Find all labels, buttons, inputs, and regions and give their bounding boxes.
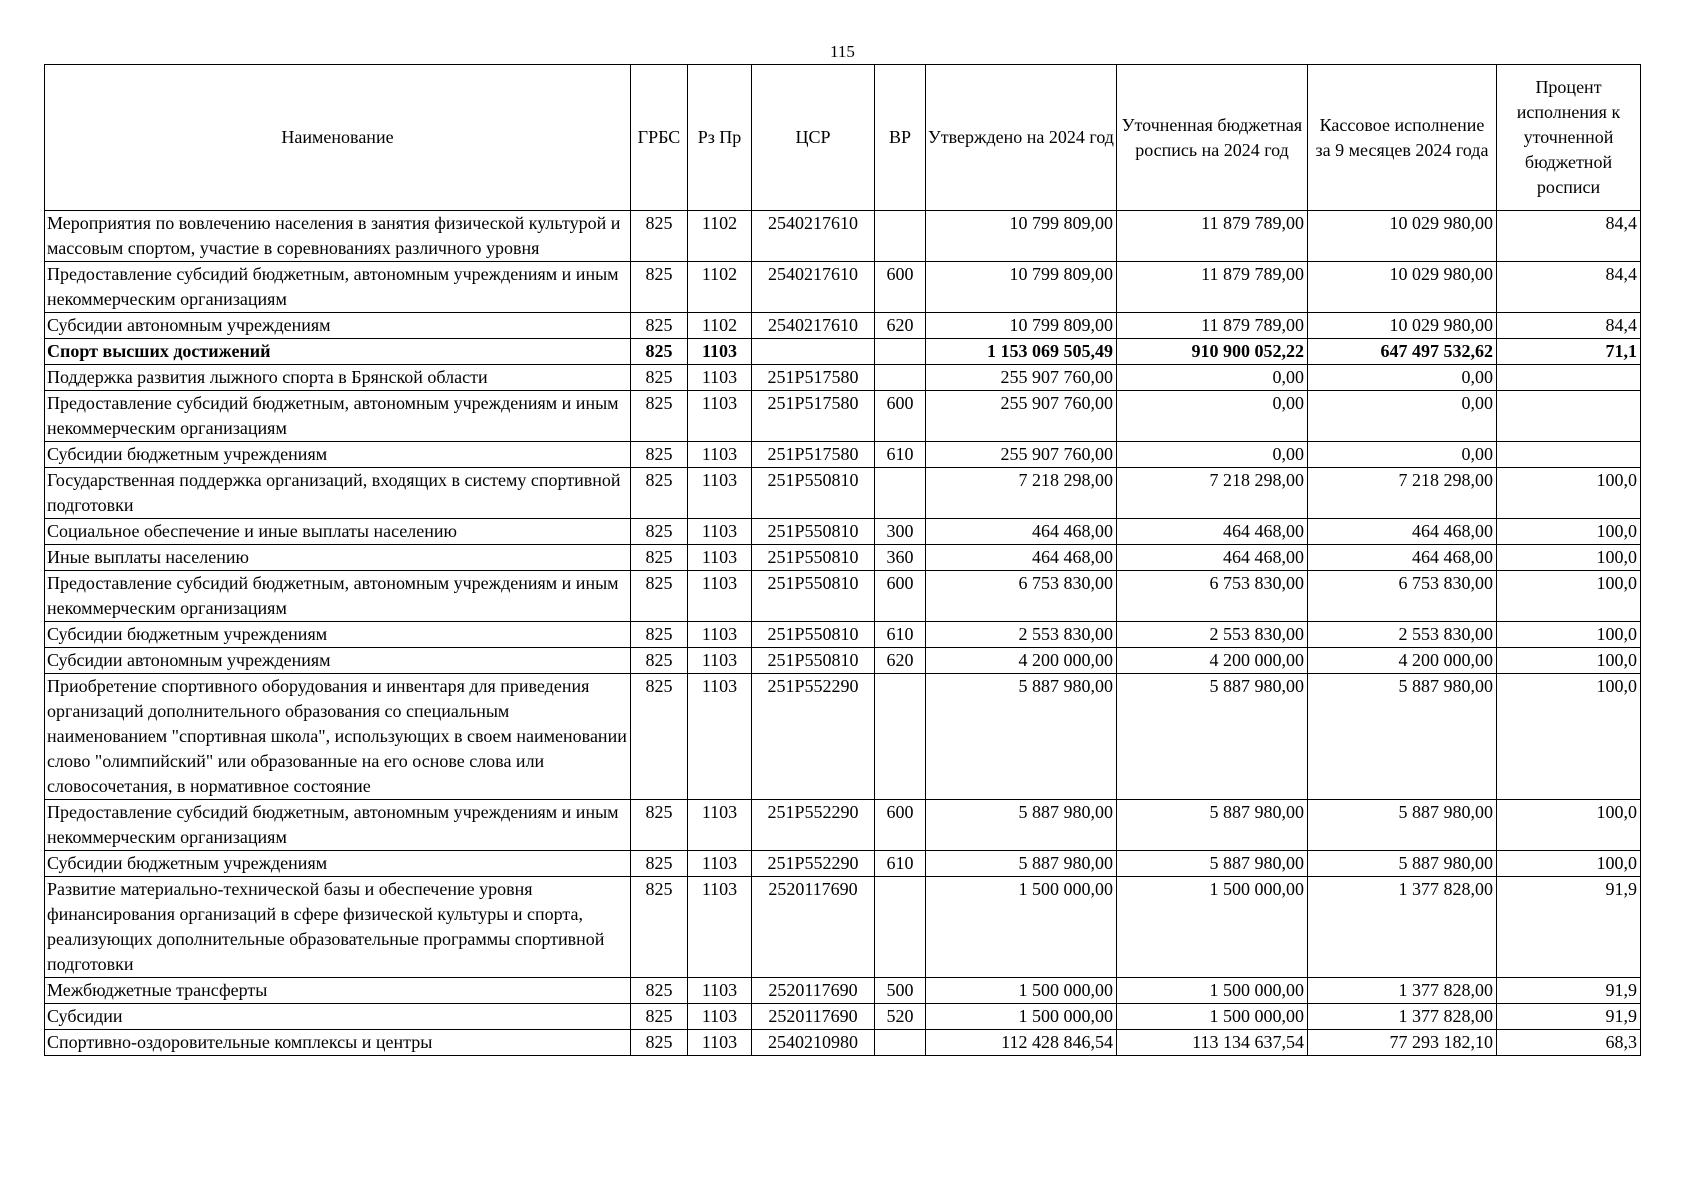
cell-grbs: 825 (631, 648, 688, 674)
cell-percent: 100,0 (1497, 648, 1641, 674)
cell-cash: 1 377 828,00 (1308, 978, 1497, 1004)
cell-name: Предоставление субсидий бюджетным, автономным учреждениям и иным некоммерческим организациям (45, 800, 631, 851)
cell-cash: 7 218 298,00 (1308, 468, 1497, 519)
cell-percent: 84,4 (1497, 262, 1641, 313)
cell-rz-pr: 1103 (688, 519, 752, 545)
cell-percent: 84,4 (1497, 313, 1641, 339)
cell-csr: 251P550810 (752, 545, 875, 571)
cell-approved: 1 500 000,00 (926, 877, 1117, 978)
cell-cash: 6 753 830,00 (1308, 571, 1497, 622)
cell-percent: 100,0 (1497, 545, 1641, 571)
table-row (45, 442, 1641, 468)
cell-rz-pr: 1103 (688, 877, 752, 978)
cell-rz-pr: 1103 (688, 571, 752, 622)
cell-specified: 5 887 980,00 (1117, 800, 1308, 851)
cell-cash: 5 887 980,00 (1308, 851, 1497, 877)
table-row (45, 648, 1641, 674)
cell-cash: 5 887 980,00 (1308, 674, 1497, 800)
cell-percent: 84,4 (1497, 211, 1641, 262)
cell-vr: 360 (875, 545, 926, 571)
cell-grbs: 825 (631, 851, 688, 877)
cell-cash: 5 887 980,00 (1308, 800, 1497, 851)
cell-percent (1497, 365, 1641, 391)
cell-vr: 500 (875, 978, 926, 1004)
cell-vr: 300 (875, 519, 926, 545)
cell-specified: 11 879 789,00 (1117, 313, 1308, 339)
cell-grbs: 825 (631, 262, 688, 313)
cell-grbs: 825 (631, 571, 688, 622)
cell-vr: 600 (875, 262, 926, 313)
table-row (45, 468, 1641, 519)
cell-approved: 5 887 980,00 (926, 851, 1117, 877)
cell-name: Предоставление субсидий бюджетным, автономным учреждениям и иным некоммерческим организациям (45, 262, 631, 313)
cell-csr: 251P552290 (752, 800, 875, 851)
cell-grbs: 825 (631, 365, 688, 391)
cell-name: Поддержка развития лыжного спорта в Брянской области (45, 365, 631, 391)
cell-rz-pr: 1103 (688, 674, 752, 800)
cell-cash: 464 468,00 (1308, 545, 1497, 571)
cell-percent: 71,1 (1497, 339, 1641, 365)
cell-rz-pr: 1103 (688, 622, 752, 648)
cell-percent: 100,0 (1497, 468, 1641, 519)
header-grbs: ГРБС (631, 65, 688, 211)
cell-cash: 0,00 (1308, 365, 1497, 391)
table-row (45, 800, 1641, 851)
cell-grbs: 825 (631, 442, 688, 468)
cell-approved: 255 907 760,00 (926, 442, 1117, 468)
cell-grbs: 825 (631, 391, 688, 442)
cell-csr: 251P552290 (752, 851, 875, 877)
table-row (45, 211, 1641, 262)
cell-approved: 2 553 830,00 (926, 622, 1117, 648)
cell-csr: 251P550810 (752, 571, 875, 622)
cell-vr (875, 1030, 926, 1056)
header-percent: Процент исполнения к уточненной бюджетной росписи (1497, 65, 1641, 211)
table-body (45, 211, 1641, 1056)
cell-name: Мероприятия по вовлечению населения в занятия физической культурой и массовым спортом, участие в соревнованиях различного уровня (45, 211, 631, 262)
header-cash: Кассовое исполнение за 9 месяцев 2024 года (1308, 65, 1497, 211)
cell-csr: 251P517580 (752, 442, 875, 468)
cell-specified: 11 879 789,00 (1117, 211, 1308, 262)
header-name: Наименование (45, 65, 631, 211)
cell-vr: 610 (875, 622, 926, 648)
cell-vr (875, 365, 926, 391)
cell-csr: 2540210980 (752, 1030, 875, 1056)
cell-csr: 2540217610 (752, 211, 875, 262)
cell-percent (1497, 391, 1641, 442)
cell-specified: 113 134 637,54 (1117, 1030, 1308, 1056)
cell-approved: 464 468,00 (926, 519, 1117, 545)
cell-name: Приобретение спортивного оборудования и инвентаря для приведения организаций дополнительного образования со специальным наименованием "спортивная школа", использующих в своем наименовании слово "олимпийский" или образованные на его основе слова или словосочетания, в нормативное состояние (45, 674, 631, 800)
cell-rz-pr: 1103 (688, 468, 752, 519)
cell-rz-pr: 1102 (688, 211, 752, 262)
cell-grbs: 825 (631, 1030, 688, 1056)
table-row (45, 313, 1641, 339)
header-csr: ЦСР (752, 65, 875, 211)
cell-grbs: 825 (631, 313, 688, 339)
cell-approved: 10 799 809,00 (926, 262, 1117, 313)
cell-rz-pr: 1103 (688, 339, 752, 365)
cell-specified: 5 887 980,00 (1117, 674, 1308, 800)
header-approved: Утверждено на 2024 год (926, 65, 1117, 211)
cell-csr: 251P550810 (752, 519, 875, 545)
cell-grbs: 825 (631, 468, 688, 519)
cell-name: Субсидии бюджетным учреждениям (45, 851, 631, 877)
cell-specified: 4 200 000,00 (1117, 648, 1308, 674)
cell-approved: 10 799 809,00 (926, 313, 1117, 339)
cell-percent: 100,0 (1497, 674, 1641, 800)
cell-vr: 610 (875, 851, 926, 877)
cell-vr: 620 (875, 648, 926, 674)
cell-rz-pr: 1103 (688, 648, 752, 674)
cell-approved: 464 468,00 (926, 545, 1117, 571)
cell-approved: 4 200 000,00 (926, 648, 1117, 674)
cell-specified: 1 500 000,00 (1117, 1004, 1308, 1030)
table-row (45, 674, 1641, 800)
header-vr: ВР (875, 65, 926, 211)
cell-specified: 2 553 830,00 (1117, 622, 1308, 648)
cell-grbs: 825 (631, 211, 688, 262)
cell-vr (875, 674, 926, 800)
table-row (45, 545, 1641, 571)
table-header-row (45, 65, 1641, 211)
cell-csr: 251P517580 (752, 391, 875, 442)
cell-name: Социальное обеспечение и иные выплаты населению (45, 519, 631, 545)
cell-cash: 1 377 828,00 (1308, 877, 1497, 978)
cell-percent: 68,3 (1497, 1030, 1641, 1056)
cell-specified: 464 468,00 (1117, 545, 1308, 571)
cell-cash: 10 029 980,00 (1308, 313, 1497, 339)
cell-grbs: 825 (631, 978, 688, 1004)
cell-vr: 600 (875, 571, 926, 622)
cell-csr: 251P550810 (752, 622, 875, 648)
cell-rz-pr: 1103 (688, 391, 752, 442)
cell-specified: 0,00 (1117, 365, 1308, 391)
cell-name: Спорт высших достижений (45, 339, 631, 365)
cell-percent: 100,0 (1497, 800, 1641, 851)
cell-csr: 2520117690 (752, 877, 875, 978)
cell-csr: 2540217610 (752, 262, 875, 313)
cell-csr: 251P550810 (752, 468, 875, 519)
cell-grbs: 825 (631, 545, 688, 571)
cell-cash: 77 293 182,10 (1308, 1030, 1497, 1056)
table-row (45, 519, 1641, 545)
cell-vr (875, 468, 926, 519)
cell-cash: 4 200 000,00 (1308, 648, 1497, 674)
cell-grbs: 825 (631, 1004, 688, 1030)
cell-cash: 10 029 980,00 (1308, 262, 1497, 313)
cell-name: Субсидии (45, 1004, 631, 1030)
cell-specified: 1 500 000,00 (1117, 978, 1308, 1004)
cell-name: Субсидии автономным учреждениям (45, 648, 631, 674)
cell-percent: 100,0 (1497, 622, 1641, 648)
cell-approved: 5 887 980,00 (926, 674, 1117, 800)
cell-cash: 10 029 980,00 (1308, 211, 1497, 262)
table-row (45, 877, 1641, 978)
cell-name: Иные выплаты населению (45, 545, 631, 571)
cell-specified: 11 879 789,00 (1117, 262, 1308, 313)
cell-grbs: 825 (631, 800, 688, 851)
cell-percent: 91,9 (1497, 978, 1641, 1004)
cell-name: Субсидии бюджетным учреждениям (45, 442, 631, 468)
cell-rz-pr: 1103 (688, 442, 752, 468)
cell-name: Предоставление субсидий бюджетным, автономным учреждениям и иным некоммерческим организациям (45, 391, 631, 442)
cell-percent: 100,0 (1497, 519, 1641, 545)
cell-percent: 91,9 (1497, 1004, 1641, 1030)
cell-specified: 1 500 000,00 (1117, 877, 1308, 978)
cell-rz-pr: 1102 (688, 262, 752, 313)
cell-rz-pr: 1103 (688, 1030, 752, 1056)
cell-approved: 6 753 830,00 (926, 571, 1117, 622)
cell-percent (1497, 442, 1641, 468)
cell-vr: 600 (875, 391, 926, 442)
cell-percent: 91,9 (1497, 877, 1641, 978)
cell-approved: 10 799 809,00 (926, 211, 1117, 262)
table-row (45, 978, 1641, 1004)
cell-cash: 0,00 (1308, 391, 1497, 442)
cell-name: Субсидии автономным учреждениям (45, 313, 631, 339)
cell-percent: 100,0 (1497, 571, 1641, 622)
header-specified: Уточненная бюджетная роспись на 2024 год (1117, 65, 1308, 211)
cell-grbs: 825 (631, 339, 688, 365)
cell-rz-pr: 1103 (688, 800, 752, 851)
cell-vr: 620 (875, 313, 926, 339)
cell-cash: 1 377 828,00 (1308, 1004, 1497, 1030)
cell-csr: 2520117690 (752, 978, 875, 1004)
table-row (45, 622, 1641, 648)
table-row (45, 1004, 1641, 1030)
cell-specified: 0,00 (1117, 442, 1308, 468)
cell-approved: 1 153 069 505,49 (926, 339, 1117, 365)
cell-cash: 464 468,00 (1308, 519, 1497, 545)
cell-name: Развитие материально-технической базы и обеспечение уровня финансирования организаций в сфере физической культуры и спорта, реализующих дополнительные образовательные программы спортивной подготовки (45, 877, 631, 978)
cell-name: Предоставление субсидий бюджетным, автономным учреждениям и иным некоммерческим организациям (45, 571, 631, 622)
cell-csr: 2520117690 (752, 1004, 875, 1030)
cell-csr (752, 339, 875, 365)
cell-csr: 251P550810 (752, 648, 875, 674)
cell-specified: 464 468,00 (1117, 519, 1308, 545)
cell-name: Государственная поддержка организаций, входящих в систему спортивной подготовки (45, 468, 631, 519)
cell-approved: 255 907 760,00 (926, 365, 1117, 391)
cell-grbs: 825 (631, 674, 688, 800)
cell-specified: 5 887 980,00 (1117, 851, 1308, 877)
cell-grbs: 825 (631, 622, 688, 648)
cell-vr (875, 339, 926, 365)
cell-grbs: 825 (631, 877, 688, 978)
cell-rz-pr: 1103 (688, 851, 752, 877)
cell-approved: 255 907 760,00 (926, 391, 1117, 442)
cell-vr: 610 (875, 442, 926, 468)
cell-csr: 251P517580 (752, 365, 875, 391)
table-row (45, 262, 1641, 313)
cell-cash: 2 553 830,00 (1308, 622, 1497, 648)
cell-approved: 1 500 000,00 (926, 978, 1117, 1004)
cell-name: Межбюджетные трансферты (45, 978, 631, 1004)
cell-cash: 0,00 (1308, 442, 1497, 468)
cell-name: Субсидии бюджетным учреждениям (45, 622, 631, 648)
cell-approved: 5 887 980,00 (926, 800, 1117, 851)
cell-rz-pr: 1102 (688, 313, 752, 339)
cell-grbs: 825 (631, 519, 688, 545)
budget-table (44, 64, 1641, 1056)
cell-specified: 7 218 298,00 (1117, 468, 1308, 519)
cell-approved: 112 428 846,54 (926, 1030, 1117, 1056)
cell-approved: 1 500 000,00 (926, 1004, 1117, 1030)
cell-vr: 600 (875, 800, 926, 851)
page-number-text: 115 (830, 42, 855, 61)
cell-rz-pr: 1103 (688, 1004, 752, 1030)
header-rz-pr: Рз Пр (688, 65, 752, 211)
table-row (45, 571, 1641, 622)
table-row (45, 851, 1641, 877)
cell-vr (875, 211, 926, 262)
cell-percent: 100,0 (1497, 851, 1641, 877)
cell-cash: 647 497 532,62 (1308, 339, 1497, 365)
table-row (45, 1030, 1641, 1056)
cell-name: Спортивно-оздоровительные комплексы и центры (45, 1030, 631, 1056)
cell-specified: 6 753 830,00 (1117, 571, 1308, 622)
cell-approved: 7 218 298,00 (926, 468, 1117, 519)
cell-rz-pr: 1103 (688, 545, 752, 571)
cell-vr (875, 877, 926, 978)
cell-specified: 910 900 052,22 (1117, 339, 1308, 365)
cell-csr: 2540217610 (752, 313, 875, 339)
table-row (45, 339, 1641, 365)
cell-rz-pr: 1103 (688, 365, 752, 391)
table-row (45, 365, 1641, 391)
cell-csr: 251P552290 (752, 674, 875, 800)
table-row (45, 391, 1641, 442)
cell-specified: 0,00 (1117, 391, 1308, 442)
cell-rz-pr: 1103 (688, 978, 752, 1004)
cell-vr: 520 (875, 1004, 926, 1030)
